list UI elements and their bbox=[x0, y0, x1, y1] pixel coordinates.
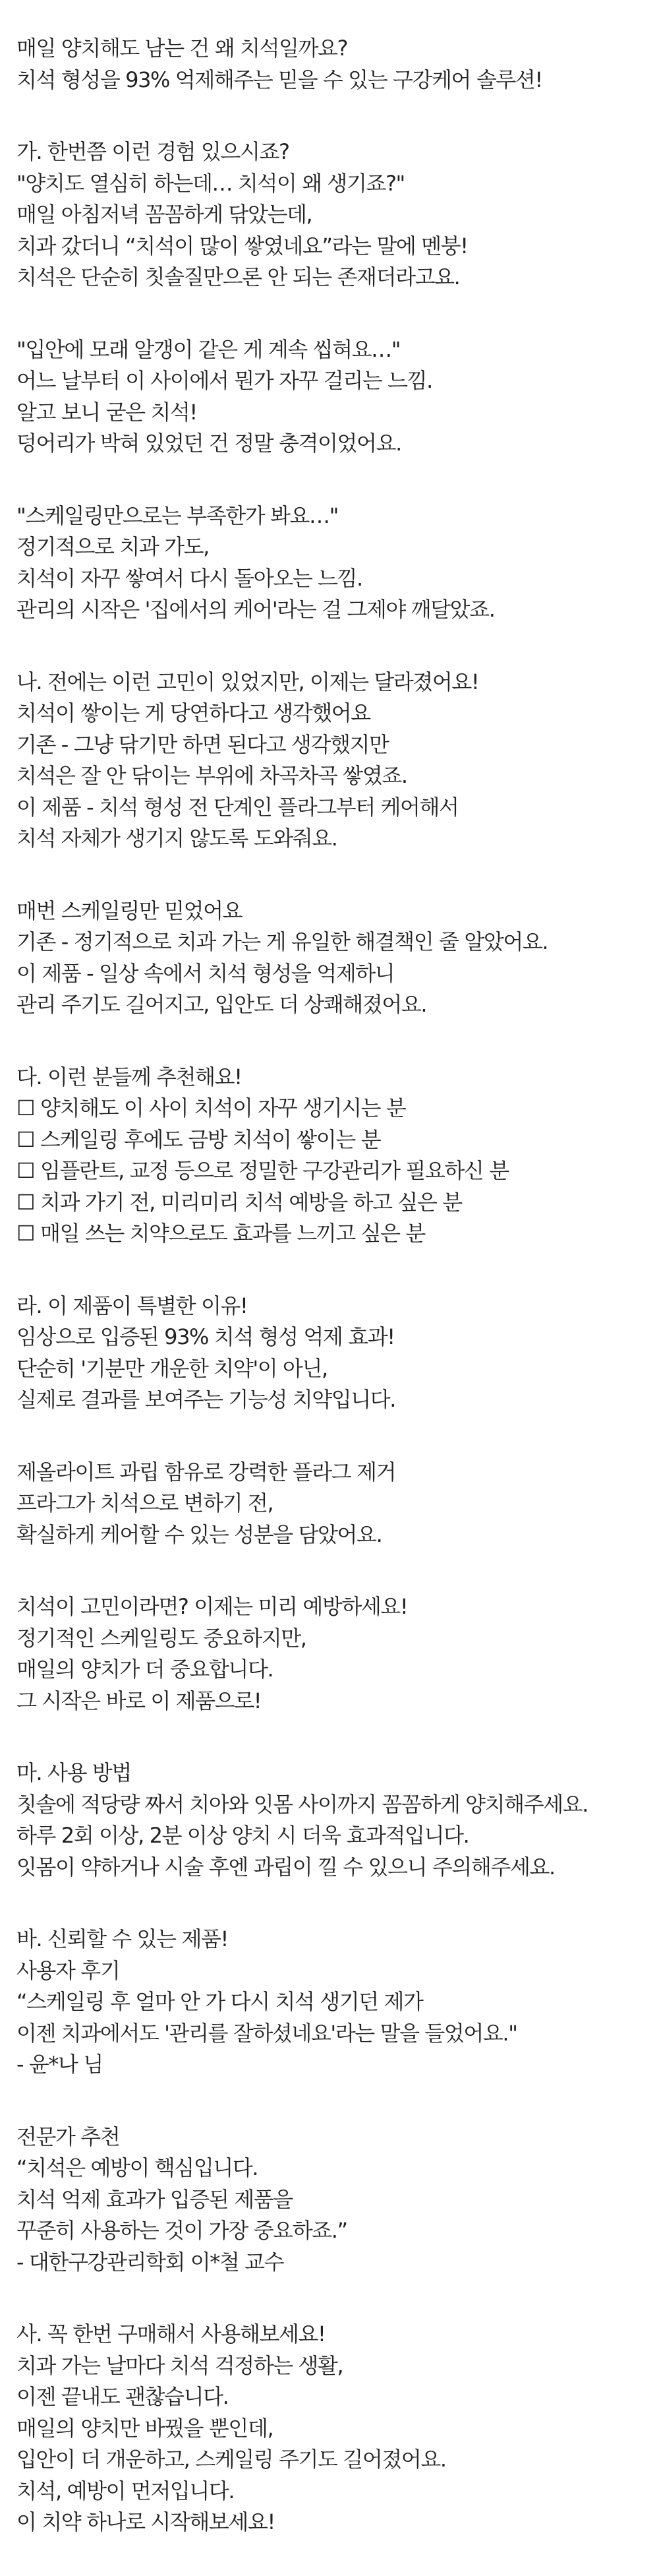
text-line: 마. 사용 방법 bbox=[16, 1760, 131, 1785]
text-line: 사. 꼭 한번 구매해서 사용해보세요! bbox=[16, 2321, 326, 2346]
text-section bbox=[16, 1758, 659, 1883]
text-line: 덩어리가 박혀 있었던 건 정말 충격이었어요. bbox=[16, 431, 401, 456]
text-line: 꾸준히 사용하는 것이 가장 중요하죠.” bbox=[16, 2218, 347, 2243]
text-line: “스케일링 후 얼마 안 가 다시 치석 생기던 제가 bbox=[16, 1989, 423, 2014]
text-line: “치석은 예방이 핵심입니다. bbox=[16, 2155, 258, 2180]
text-section bbox=[16, 1291, 659, 1416]
text-line: 치석이 자꾸 쌓여서 다시 돌아오는 느낌. bbox=[16, 565, 362, 591]
text-section bbox=[16, 334, 659, 460]
text-line: "양치도 열심히 하는데… 치석이 왜 생기죠?" bbox=[16, 170, 405, 196]
text-line: ☐ 임플란트, 교정 등으로 정밀한 구강관리가 필요하신 분 bbox=[16, 1158, 509, 1183]
text-section bbox=[16, 33, 659, 96]
text-line: 확실하게 케어할 수 있는 성분을 담았어요. bbox=[16, 1521, 382, 1547]
text-line: 정기적으로 치과 가도, bbox=[16, 534, 209, 559]
text-line: 이젠 끝내도 괜찮습니다. bbox=[16, 2384, 229, 2409]
text-line: 이젠 치과에서도 '관리를 잘하셨네요'라는 말을 들었어요." bbox=[16, 2020, 517, 2046]
text-line: "스케일링만으로는 부족한가 봐요…" bbox=[16, 503, 338, 528]
text-line: 치석 형성을 93% 억제해주는 믿을 수 있는 구강케어 솔루션! bbox=[16, 67, 542, 92]
text-section bbox=[16, 137, 659, 293]
text-line: 라. 이 제품이 특별한 이유! bbox=[16, 1293, 248, 1318]
text-line: 매일 양치해도 남는 건 왜 치석일까요? bbox=[16, 36, 348, 61]
text-line: 이 제품 - 치석 형성 전 단계인 플라그부터 케어해서 bbox=[16, 794, 459, 820]
text-section bbox=[16, 667, 659, 855]
text-line: 관리 주기도 길어지고, 입안도 더 상쾌해졌어요. bbox=[16, 992, 427, 1017]
text-line: 가. 한번쯤 이런 경험 있으시죠? bbox=[16, 139, 289, 164]
text-line: 치석 자체가 생기지 않도록 도와줘요. bbox=[16, 826, 337, 851]
text-line: 잇몸이 약하거나 시술 후엔 과립이 낄 수 있으니 주의해주세요. bbox=[16, 1854, 555, 1880]
text-line: 칫솔에 적당량 짜서 치아와 잇몸 사이까지 꼼꼼하게 양치해주세요. bbox=[16, 1791, 588, 1817]
text-line: 어느 날부터 이 사이에서 뭔가 자꾸 걸리는 느낌. bbox=[16, 368, 432, 393]
text-line: 이 치약 하나로 시작해보세요! bbox=[16, 2509, 275, 2534]
text-section bbox=[16, 1062, 659, 1250]
text-line: 임상으로 입증된 93% 치석 형성 억제 효과! bbox=[16, 1324, 395, 1349]
text-line: 프라그가 치석으로 변하기 전, bbox=[16, 1490, 273, 1516]
text-line: ☐ 치과 가기 전, 미리미리 치석 예방을 하고 싶은 분 bbox=[16, 1189, 462, 1215]
text-section bbox=[16, 1924, 659, 2081]
text-line: 치과 가는 날마다 치석 걱정하는 생활, bbox=[16, 2352, 343, 2378]
text-section bbox=[16, 1591, 659, 1717]
text-line: 관리의 시작은 '집에서의 케어'라는 걸 그제야 깨달았죠. bbox=[16, 597, 495, 622]
text-line: 치석이 쌓이는 게 당연하다고 생각했어요 bbox=[16, 700, 370, 725]
text-line: 입안이 더 개운하고, 스케일링 주기도 길어졌어요. bbox=[16, 2447, 446, 2472]
text-line: 사용자 후기 bbox=[16, 1957, 120, 1983]
text-line: ☐ 스케일링 후에도 금방 치석이 쌓이는 분 bbox=[16, 1126, 381, 1152]
text-section bbox=[16, 896, 659, 1021]
text-line: 바. 신뢰할 수 있는 제품! bbox=[16, 1926, 228, 1951]
text-line: - 윤*나 님 bbox=[16, 2052, 103, 2077]
text-line: 치석, 예방이 먼저입니다. bbox=[16, 2478, 235, 2503]
text-line: 단순히 '기분만 개운한 치약'이 아닌, bbox=[16, 1355, 328, 1381]
text-line: 하루 2회 이상, 2분 이상 양치 시 더욱 효과적입니다. bbox=[16, 1823, 469, 1848]
text-section bbox=[16, 2319, 659, 2538]
text-line: 매일의 양치가 더 중요합니다. bbox=[16, 1657, 273, 1682]
text-line: 기존 - 그냥 닦기만 하면 된다고 생각했지만 bbox=[16, 731, 389, 757]
text-line: 치석 억제 효과가 입증된 제품을 bbox=[16, 2186, 293, 2212]
text-line: 전문가 추천 bbox=[16, 2124, 120, 2149]
text-line: 치석은 단순히 칫솔질만으론 안 되는 존재더라고요. bbox=[16, 264, 460, 290]
text-line: 알고 보니 굳은 치석! bbox=[16, 399, 197, 425]
text-line: 매일의 양치만 바꿨을 뿐인데, bbox=[16, 2415, 273, 2441]
text-line: 정기적인 스케일링도 중요하지만, bbox=[16, 1625, 306, 1651]
text-line: 제올라이트 과립 함유로 강력한 플라그 제거 bbox=[16, 1459, 396, 1485]
text-section bbox=[16, 1457, 659, 1551]
text-line: 치석이 고민이라면? 이제는 미리 예방하세요! bbox=[16, 1594, 408, 1619]
text-line: 그 시작은 바로 이 제품으로! bbox=[16, 1688, 262, 1713]
text-section bbox=[16, 501, 659, 626]
text-line: 치과 갔더니 “치석이 많이 쌓였네요”라는 말에 멘붕! bbox=[16, 233, 468, 259]
text-section bbox=[16, 2122, 659, 2279]
text-line: 매일 아침저녁 꼼꼼하게 닦았는데, bbox=[16, 202, 312, 227]
text-line: "입안에 모래 알갱이 같은 게 계속 씹혀요…" bbox=[16, 336, 401, 362]
text-line: ☐ 매일 쓰는 치약으로도 효과를 느끼고 싶은 분 bbox=[16, 1221, 425, 1246]
text-line: - 대한구강관리학회 이*철 교수 bbox=[16, 2249, 284, 2275]
text-line: 실제로 결과를 보여주는 기능성 치약입니다. bbox=[16, 1387, 396, 1412]
text-line: 치석은 잘 안 닦이는 부위에 차곡차곡 쌓였죠. bbox=[16, 763, 407, 788]
text-line: ☐ 양치해도 이 사이 치석이 자꾸 생기시는 분 bbox=[16, 1095, 406, 1120]
text-line: 매번 스케일링만 믿었어요 bbox=[16, 898, 243, 923]
text-line: 나. 전에는 이런 고민이 있었지만, 이제는 달라졌어요! bbox=[16, 669, 479, 694]
text-line: 다. 이런 분들께 추천해요! bbox=[16, 1064, 242, 1089]
text-line: 이 제품 - 일상 속에서 치석 형성을 억제하니 bbox=[16, 960, 395, 986]
text-line: 기존 - 정기적으로 치과 가는 게 유일한 해결책인 줄 알았어요. bbox=[16, 929, 548, 954]
